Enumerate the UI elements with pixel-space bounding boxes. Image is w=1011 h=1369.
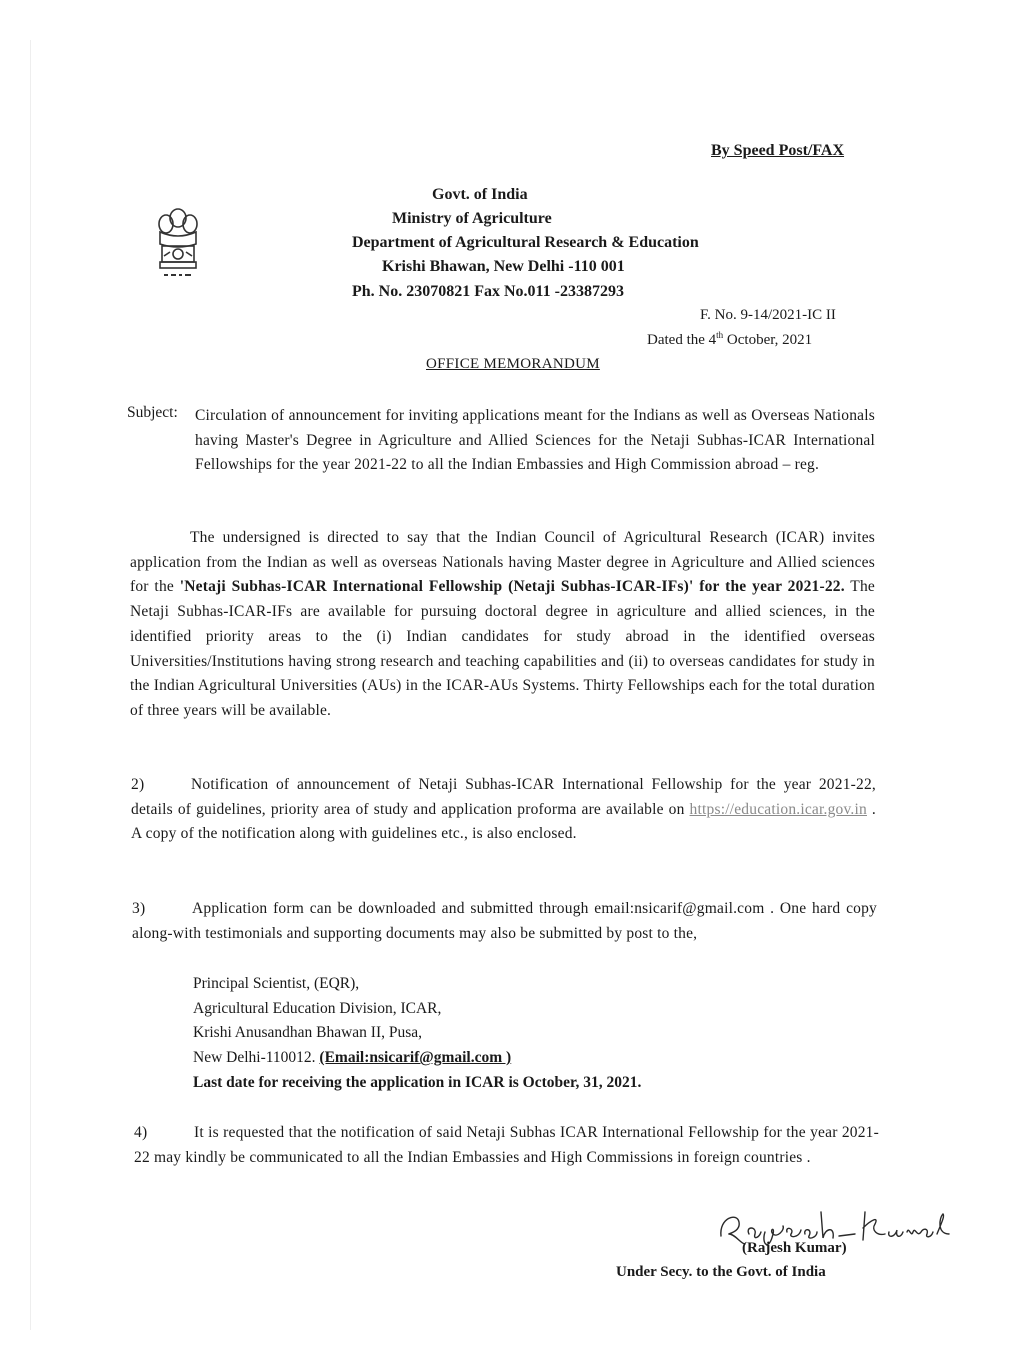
address-line-3: Krishi Anusandhan Bhawan II, Pusa, — [193, 1024, 423, 1042]
dated-prefix: Dated the — [647, 332, 705, 348]
scan-margin-line — [30, 40, 31, 1330]
ministry-name: Ministry of Agriculture — [392, 210, 552, 227]
para4-number: 4) — [134, 1124, 148, 1141]
address-city: New Delhi-110012. — [193, 1049, 320, 1067]
para4-text: It is requested that the notification of said Netaji Subhas ICAR International Fellowship for the year 2021-22 may kindly be communicated to all the Indian Embassies and High Commissions in foreign countries . — [134, 1124, 879, 1166]
office-address: Krishi Bhawan, New Delhi -110 001 — [382, 258, 625, 275]
subject-text: Circulation of announcement for inviting applications meant for the Indians as well as Overseas Nationals having Master's Degree in Agriculture and Allied Sciences for the Netaji Subhas-ICAR International Fellowships for the year 2021-22 to all the Indian Embassies and High Commission abroad – reg. — [195, 407, 875, 474]
dispatch-mode: By Speed Post/FAX — [711, 142, 845, 159]
para3-number: 3) — [132, 900, 146, 917]
paragraph-1 — [130, 526, 875, 724]
paragraph-4 — [134, 1121, 879, 1170]
date-day-suffix: th — [716, 330, 724, 340]
govt-name: Govt. of India — [432, 186, 528, 203]
postal-address — [193, 972, 641, 1096]
para2-text-b: . A copy of the notification along with guidelines etc., is also enclosed. — [131, 800, 877, 843]
department-name: Department of Agricultural Research & Education — [352, 234, 699, 251]
memo-title: OFFICE MEMORANDUM — [426, 356, 600, 372]
contact-numbers: Ph. No. 23070821 Fax No.011 -23387293 — [352, 283, 624, 300]
memo-date — [647, 330, 812, 349]
para3-text: Application form can be downloaded and submitted through email:nsicarif@gmail.com . One hard copy along-with testimonials and supporting documents may also be submitted by post to the, — [132, 900, 877, 942]
paragraph-3 — [132, 897, 877, 946]
address-line-1: Principal Scientist, (EQR), — [193, 975, 360, 992]
subject-label: Subject: — [127, 404, 178, 421]
para2-text-a: Notification of announcement of Netaji Subhas-ICAR International Fellowship for the year 2021-22, details of guidelines, priority area of study and application proforma are available on — [131, 776, 876, 818]
para1-text-a: The undersigned is directed to say that the Indian Council of Agricultural Research (ICAR) invites application from the Indian as well as overseas Nationals having Master degree in Agriculture and Allied sciences for the — [130, 529, 875, 596]
signatory-designation: Under Secy. to the Govt. of India — [616, 1264, 826, 1280]
para1-text-b: The Netaji Subhas-ICAR-IFs are available for pursuing doctoral degree in agriculture and allied sciences, in the identified priority areas to the (i) Indian candidates for study abroad in the identified overseas Universities/Institutions having strong research and teaching capabilities and (ii) to overseas candidates for study in the Indian Agricultural Universities (AUs) in the ICAR-AUs Systems. Thirty Fellowships each for the total duration of three years will be available. — [130, 578, 875, 719]
file-number: F. No. 9-14/2021-IC II — [700, 307, 836, 323]
address-line-2: Agricultural Education Division, ICAR, — [193, 999, 442, 1017]
email-link[interactable]: (Email:nsicarif@gmail.com ) — [319, 1049, 512, 1067]
address-line-4 — [193, 1046, 641, 1071]
date-month-year: October, 2021 — [726, 332, 813, 348]
national-emblem-icon — [150, 204, 206, 290]
last-date-notice: Last date for receiving the application in ICAR is October, 31, 2021. — [193, 1073, 642, 1091]
date-day: 4 — [708, 332, 717, 348]
fellowship-name: 'Netaji Subhas-ICAR International Fellowship (Netaji Subhas-ICAR-IFs)' for the year 2021-22. — [179, 578, 845, 596]
para2-number: 2) — [131, 776, 145, 793]
signatory-name: (Rajesh Kumar) — [742, 1240, 847, 1256]
education-url-link[interactable]: https://education.icar.gov.in — [689, 800, 867, 818]
paragraph-2 — [131, 773, 876, 847]
